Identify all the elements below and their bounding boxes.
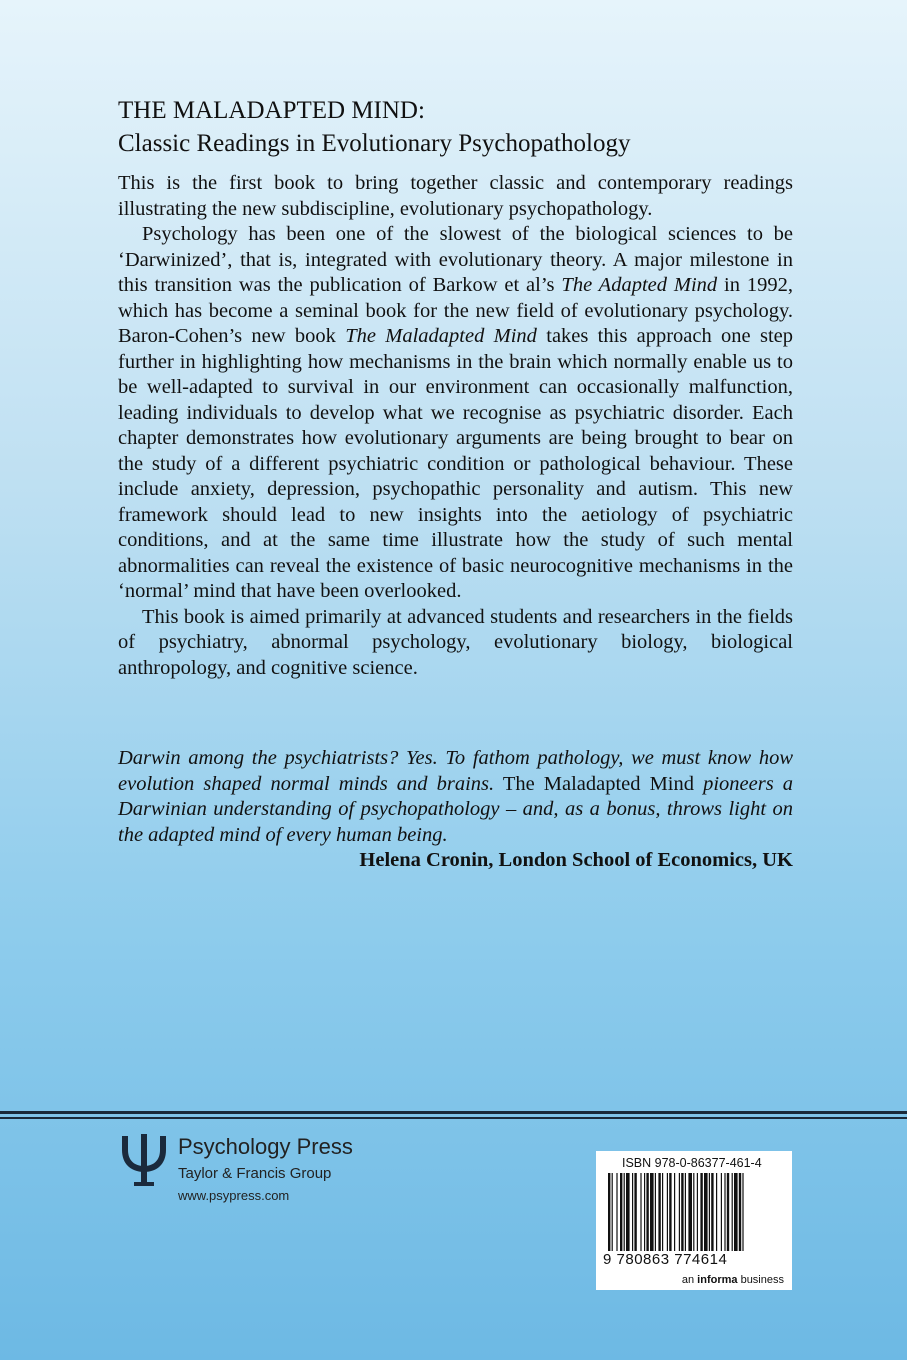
divider-rule	[0, 1111, 907, 1114]
publisher-url[interactable]: www.psypress.com	[178, 1188, 290, 1203]
informa-tagline	[682, 1274, 784, 1286]
informa-bold: informa	[697, 1274, 738, 1286]
book-description	[118, 171, 793, 681]
p2-text-a: Psychology has been one of the slowest of the biological sciences to be ‘Darwinized’, that is, integrated with evolutionary theory. A major milestone in this transition was the publication of Barkow et al’s	[118, 223, 793, 296]
title-line-1: THE MALADAPTED MIND:	[118, 97, 425, 124]
publisher-name: Psychology Press	[178, 1134, 353, 1159]
informa-suffix: business	[737, 1274, 784, 1286]
quote-attribution: Helena Cronin, London School of Economics, UK	[359, 849, 793, 871]
book-title	[118, 94, 818, 160]
quote-text	[118, 746, 793, 848]
quote-italic-2: pioneers a Darwinian understanding of psychopathology – and, as a bonus, throws light on the adapted mind of every human being.	[118, 772, 793, 846]
barcode-panel	[596, 1151, 792, 1290]
divider-rule-thin	[0, 1117, 907, 1119]
psi-logo-icon	[118, 1130, 170, 1190]
quote-roman-title: The Maladapted Mind	[494, 772, 704, 795]
description-paragraph-1: This is the first book to bring together classic and contemporary readings illustrating the new subdiscipline, evolutionary psychopathology.	[118, 172, 793, 220]
p2-italic-adapted-mind: The Adapted Mind	[561, 274, 718, 296]
quote-italic-1: Darwin among the psychiatrists? Yes. To fathom pathology, we must know how evolution shaped normal minds and brains.	[118, 747, 793, 795]
p2-text-c: in 1992, which has become a seminal book for the new field of evolutionary psychology. Baron-Cohen’s new book	[118, 274, 794, 347]
description-paragraph-3: This book is aimed primarily at advanced students and researchers in the fields of psychiatry, abnormal psychology, evolutionary biology, biological anthropology, and cognitive science.	[118, 605, 793, 679]
p2-italic-maladapted-mind: The Maladapted Mind	[345, 325, 537, 347]
title-line-2: Classic Readings in Evolutionary Psychopathology	[118, 130, 631, 157]
publisher-group: Taylor & Francis Group	[178, 1165, 332, 1182]
description-paragraph-2	[118, 222, 793, 605]
barcode-icon	[608, 1173, 780, 1251]
endorsement-quote	[118, 746, 793, 874]
p2-text-e: takes this approach one step further in highlighting how mechanisms in the brain which normally enable us to be well-adapted to survival in our environment can occasionally malfunction, leading individuals to develop what we recognise as psychiatric disorder. Each chapter demonstrates how evolutionary arguments are being brought to bear on the study of a different psychiatric condition or pathological behaviour. These include anxiety, depression, psychopathic personality and autism. This new framework should lead to new insights into the aetiology of psychiatric conditions, and at the same time illustrate how the study of such mental abnormalities can reveal the existence of basic neurocognitive mechanisms in the ‘normal’ mind that have been overlooked.	[118, 325, 793, 602]
barcode-digits: 9 780863 774614	[603, 1251, 728, 1268]
informa-prefix: an	[681, 1274, 698, 1286]
isbn-label: ISBN 978-0-86377-461-4	[622, 1156, 762, 1170]
